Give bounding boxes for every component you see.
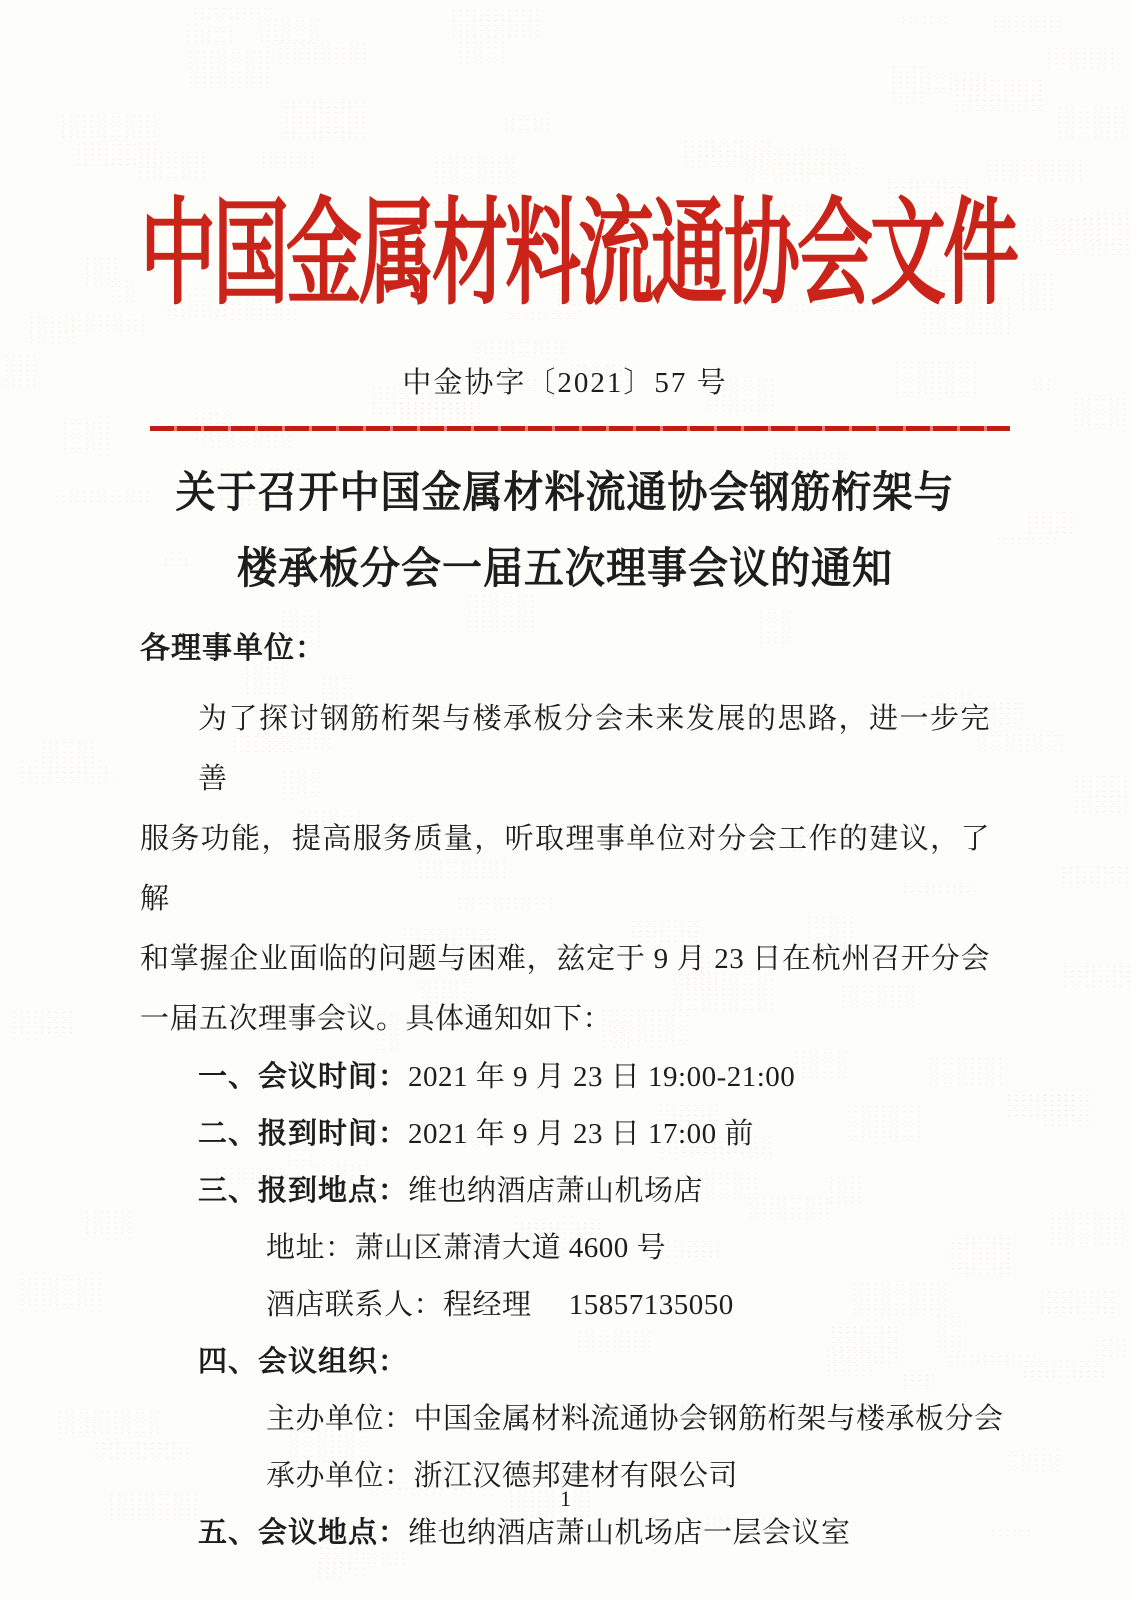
- list-subitem-host-unit: [140, 1391, 1004, 1448]
- item-value: 维也纳酒店萧山机场店一层会议室: [408, 1517, 851, 1549]
- scan-noise-speck: [187, 50, 274, 90]
- item-value: 中国金属材料流通协会钢筋桁架与楼承板分会: [413, 1403, 1004, 1435]
- document-content: [0, 190, 1131, 1562]
- item-value: 维也纳酒店萧山机场店: [408, 1175, 704, 1207]
- intro-paragraph: [140, 689, 990, 1049]
- scan-noise-speck: [60, 114, 160, 137]
- item-label: 五、会议地点：: [198, 1517, 409, 1549]
- item-label: 地址：: [266, 1232, 355, 1264]
- scan-noise-speck: [503, 117, 555, 134]
- paragraph-line: 为了探讨钢筋桁架与楼承板分会未来发展的思路，进一步完善: [198, 703, 990, 795]
- scan-noise-speck: [457, 35, 509, 65]
- scan-noise-speck: [1056, 105, 1127, 138]
- list-item-checkin-place: [140, 1163, 990, 1220]
- scan-noise-speck: [953, 78, 1045, 115]
- item-value: 2021 年 9 月 23 日 19:00-21:00: [408, 1061, 796, 1093]
- item-label: 三、报到地点：: [198, 1175, 409, 1207]
- item-value: 程经理 15857135050: [443, 1289, 734, 1321]
- item-value: 浙江汉德邦建材有限公司: [413, 1460, 739, 1492]
- notice-title: [140, 455, 990, 606]
- scan-noise-speck: [185, 29, 233, 44]
- scan-noise-speck: [992, 14, 1062, 35]
- paragraph-line: 服务功能，提高服务质量，听取理事单位对分会工作的建议，了解: [140, 823, 990, 915]
- document-number: 中金协字〔2021〕57 号: [402, 367, 728, 399]
- scan-noise-speck: [450, 8, 542, 39]
- item-label: 承办单位：: [266, 1460, 414, 1492]
- item-value: 萧山区萧清大道 4600 号: [354, 1232, 667, 1264]
- item-label: 二、报到时间：: [198, 1118, 409, 1150]
- scan-noise-speck: [283, 100, 365, 138]
- item-value: 2021 年 9 月 23 日 17:00 前: [408, 1118, 754, 1150]
- list-subitem-hotel-contact: [140, 1277, 990, 1334]
- scan-noise-speck: [277, 41, 372, 64]
- item-label: 四、会议组织：: [198, 1346, 409, 1378]
- notice-title-line2: 楼承板分会一届五次理事会议的通知: [237, 543, 893, 593]
- scan-noise-speck: [258, 18, 321, 41]
- scan-noise-speck: [890, 65, 923, 105]
- notice-title-line1: 关于召开中国金属材料流通协会钢筋桁架与: [175, 468, 955, 517]
- item-label: 主办单位：: [266, 1403, 414, 1435]
- scan-noise-speck: [192, 6, 272, 20]
- salutation: 各理事单位：: [140, 632, 326, 665]
- list-item-organization: [140, 1334, 990, 1391]
- page-number: 1: [560, 1486, 571, 1511]
- item-label: 一、会议时间：: [198, 1061, 409, 1093]
- list-item-meeting-time: [140, 1049, 990, 1106]
- scan-noise-speck: [986, 158, 1083, 185]
- item-label: 酒店联系人：: [266, 1289, 444, 1321]
- scan-noise-speck: [316, 1560, 342, 1577]
- scan-noise-speck: [900, 15, 951, 26]
- scan-noise-speck: [926, 71, 986, 90]
- list-item-meeting-place: [140, 1505, 990, 1562]
- org-letterhead-title: 中国金属材料流通协会文件: [140, 191, 1016, 319]
- list-subitem-address: [140, 1220, 990, 1277]
- paragraph-line: 一届五次理事会议。具体通知如下：: [140, 1003, 613, 1035]
- paragraph-line: 和掌握企业面临的问题与困难，兹定于 9 月 23 日在杭州召开分会: [140, 943, 990, 975]
- scan-noise-speck: [1046, 46, 1114, 70]
- red-divider-rule: [150, 426, 1010, 431]
- list-item-checkin-time: [140, 1106, 990, 1163]
